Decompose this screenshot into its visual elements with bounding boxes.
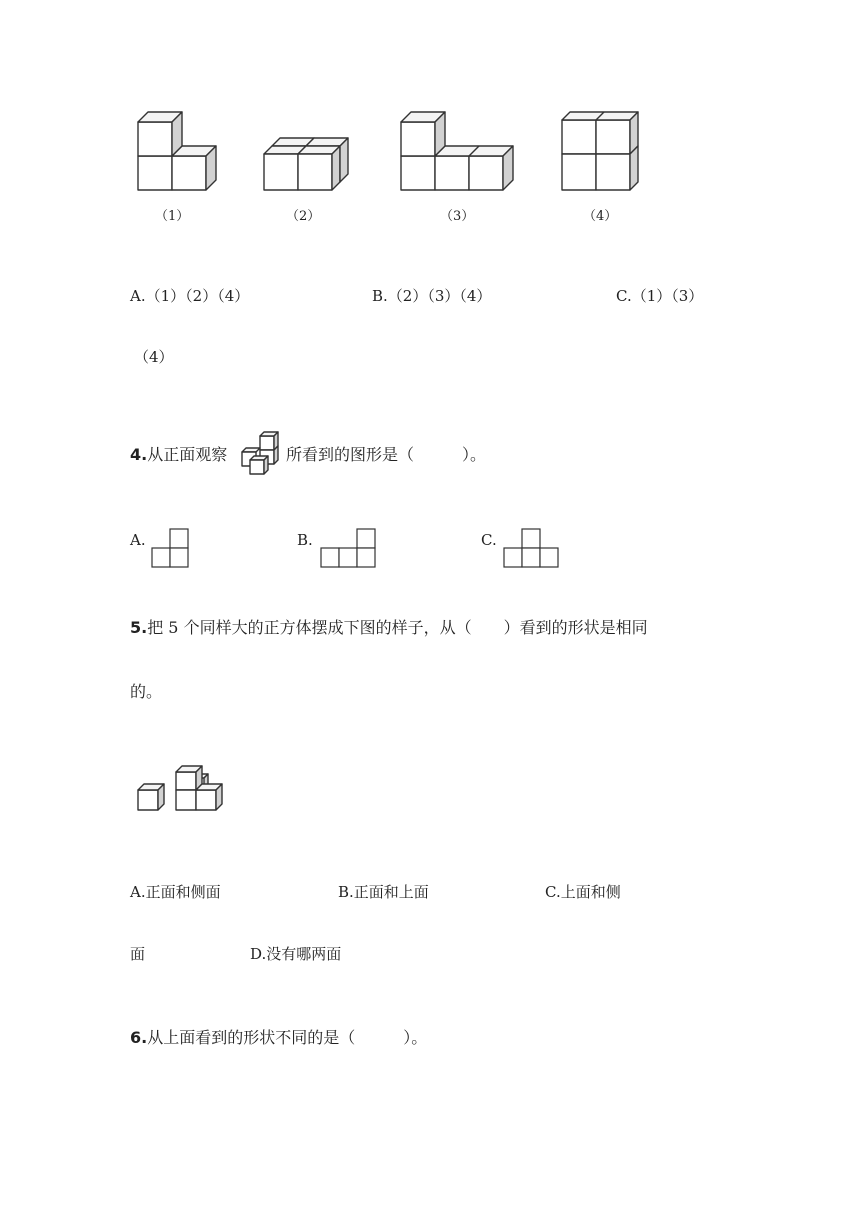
question-6 <box>130 1025 427 1048</box>
q5-solid-figure <box>134 762 230 816</box>
figure-label-4: （4） <box>583 209 618 224</box>
q5-option-b[interactable]: B.正面和上面 <box>338 883 429 901</box>
q4-option-c-view <box>502 527 562 569</box>
solid-figure-1 <box>130 104 230 196</box>
q4-option-b[interactable]: B. <box>297 531 313 549</box>
figure-label-3: （3） <box>440 209 475 224</box>
q4-option-a[interactable]: A. <box>130 531 146 549</box>
question-5-text: 把 5 个同样大的正方体摆成下图的样子，从（ ）看到的形状是相同 <box>147 618 648 637</box>
q4-option-c[interactable]: C. <box>481 531 497 549</box>
q3-option-c[interactable]: C.（1）（3） <box>616 287 704 305</box>
solid-figure-3 <box>393 104 523 196</box>
figure-label-1: （1） <box>155 209 190 224</box>
q4-option-a-view <box>152 527 192 569</box>
question-4-text-after: 所看到的图形是（ ）。 <box>286 445 487 464</box>
question-6-text: 从上面看到的形状不同的是（ ）。 <box>147 1028 428 1047</box>
q5-option-c[interactable]: C.上面和侧 <box>545 883 621 901</box>
q3-option-a[interactable]: A.（1）（2）（4） <box>130 287 250 305</box>
question-4 <box>130 442 227 465</box>
figure-label-2: （2） <box>286 209 321 224</box>
solid-figure-4 <box>556 104 656 196</box>
q5-option-a[interactable]: A.正面和侧面 <box>130 883 221 901</box>
question-4-text-before: 从正面观察 <box>147 445 228 464</box>
question-5 <box>130 615 648 638</box>
q3-option-c-continued: （4） <box>134 348 174 366</box>
question-number: 4. <box>130 445 148 464</box>
solid-figure-2 <box>262 130 362 196</box>
q5-option-c-continued: 面 <box>130 945 146 963</box>
q4-option-b-view <box>319 527 379 569</box>
question-number: 6. <box>130 1028 148 1047</box>
q3-option-b[interactable]: B.（2）（3）（4） <box>372 287 492 305</box>
q5-option-d[interactable]: D.没有哪两面 <box>250 945 342 963</box>
question-number: 5. <box>130 618 148 637</box>
question-5-text-continued: 的。 <box>130 682 163 701</box>
q4-solid-figure <box>238 428 286 480</box>
